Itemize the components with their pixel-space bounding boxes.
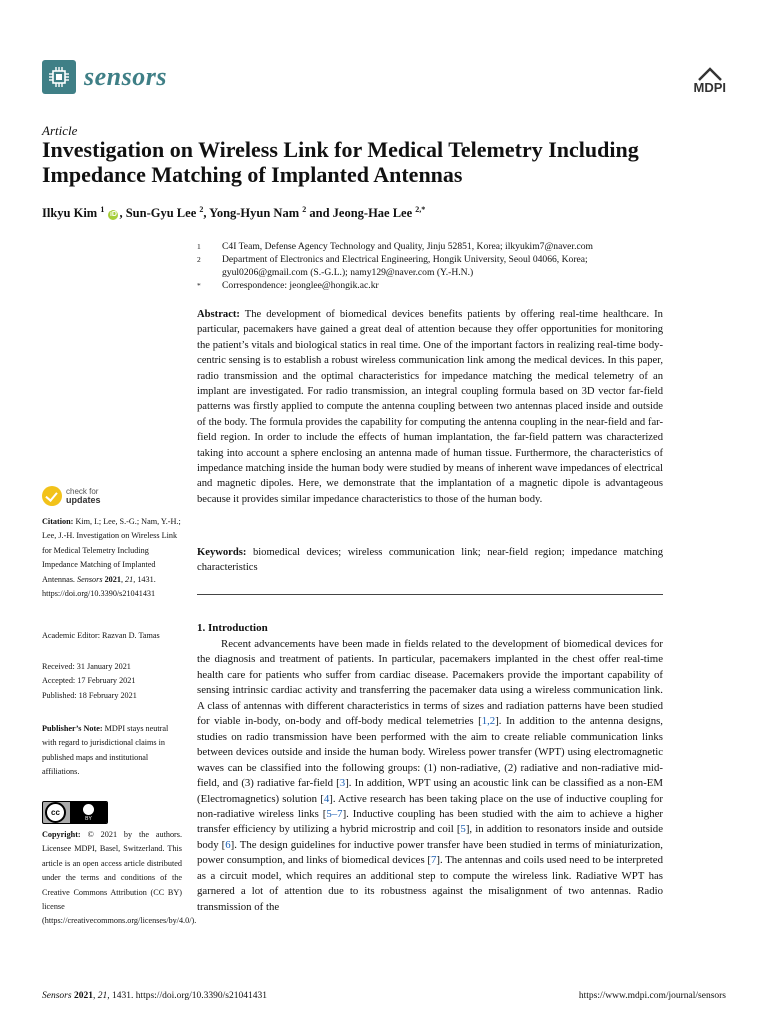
check-updates-icon (42, 486, 62, 506)
attribution-person-icon (83, 804, 94, 815)
copyright-notice: Copyright: © 2021 by the authors. Licensee MDPI, Basel, Switzerland. This article is an open access article distributed under the terms and conditions of the Creative Commons Attribution (CC BY) license (https://creativecommons.org/licenses/by/4.0/). (42, 830, 197, 926)
author-name[interactable]: Ilkyu Kim (42, 206, 98, 221)
paragraph-text: ]. The antennas and coils used need to be interpreted as a circuit model, which requires an additional step to compute the wireless link. Radiative WPT has garnered a lot of attention due to its robustness against the misalignment of two antennas. Radio transmission of the (197, 854, 663, 913)
citation-link[interactable]: 7 (430, 854, 437, 867)
received-date: Received: 31 January 2021 (42, 662, 131, 671)
author-affiliation-mark: 2 (199, 205, 204, 214)
paragraph-text: ]. Inductive coupling has been studied with the aim to achieve a higher transfer efficiency by utilizing a hybrid microstrip and coil [ (197, 807, 663, 836)
citation-link[interactable]: 6 (225, 838, 231, 851)
section-heading: 1. Introduction (197, 622, 268, 634)
abstract-text: The development of biomedical devices benefits patients by offering real-time healthcare. In particular, pacemakers have gained a great deal of attention because they offer opportunities for monitoring the patient’s vitals and biological statics in real time. One of the important factors in realizing real-time body-centric sensing is to establish a robust wireless communication link among the medical devices. In this paper, radio transmission and the optimal characteristics for impedance matching the medical telemetry of an implant are investigated. For radio transmission, an integral coupling formula based on 3D vector far-field patterns was firstly applied to compute the antenna coupling between two antennas placed inside and outside of the body. The formula provides the capability for computing the antenna coupling in the near-field and far-field region. In order to include the effects of human implantation, the far-field pattern was characterized taking into account a sphere enclosing an antenna made of human tissue. Furthermore, the characteristics of impedance matching inside the human body were studied by means of inherent wave impedances of electrical and magnetic dipoles. Here, we demonstrate that the implantation of a magnetic dipole is advantageous because it provides similar impedance characteristics to those of the human body. (197, 309, 663, 505)
author-name[interactable]: Jeong-Hae Lee (332, 206, 413, 221)
keywords-text: biomedical devices; wireless communication link; near-field region; impedance matching characteristics (197, 547, 663, 574)
sensor-chip-icon (42, 60, 76, 94)
abstract (197, 307, 663, 507)
orcid-icon[interactable]: iD (109, 211, 117, 219)
affiliation-item: 2 Department of Electronics and Electrical Engineering, Hongik University, Seoul 04066, Korea; gyul0206@gmail.com (S.-G.L.); namy129@naver.com (Y.-H.N.) (197, 254, 588, 278)
citation-block: Citation: Kim, I.; Lee, S.-G.; Nam, Y.-H.; Lee, J.-H. Investigation on Wireless Link for Medical Telemetry Including Impedance Matching of Implanted Antennas. Sensors 2021, 21, 1431. https://doi.org/10.3390/s21041431 (42, 517, 181, 599)
citation-link[interactable]: 4 (323, 792, 330, 805)
cc-icon: cc (45, 802, 66, 823)
accepted-date: Accepted: 17 February 2021 (42, 676, 136, 686)
page-footer (42, 991, 726, 1001)
author-affiliation-mark: 2 (302, 205, 307, 214)
cc-by-license-logo[interactable]: cc BY (42, 801, 108, 824)
affiliation-item: 1 C4I Team, Defense Agency Technology and Quality, Jinju 52851, Korea; ilkyukim7@naver.com (197, 241, 593, 252)
paragraph-text: ]. Active research has been taking place on the use of inductive coupling for non-radiative wireless links [ (197, 792, 663, 820)
check-for-updates-button[interactable]: check for updates (42, 486, 101, 506)
publisher-note: Publisher’s Note: MDPI stays neutral with regard to jurisdictional claims in published maps and institutional affiliations. (42, 724, 169, 777)
publisher-name: MDPI (693, 80, 726, 95)
author-affiliation-mark: 2,* (415, 205, 426, 214)
author-name[interactable]: Yong-Hyun Nam (209, 206, 300, 221)
publisher-logo[interactable] (694, 66, 727, 95)
paragraph-text: ]. The design guidelines for inductive power transfer have been studied in terms of miniaturization, power consumption, and links of biomedical devices [ (197, 838, 664, 867)
paragraph-text: ]. In addition to the antenna designs, studies on radio transmission have been performed with the aim to create reliable communication links between devices outside and inside the human body. Wireless power transfer (WPT) using electromagnetic waves can be classified into the following groups: (1) non-radiative, (2) radiative and non-radiative mid-field, and (3) radiative far-field [ (197, 715, 663, 790)
abstract-label: Abstract: (197, 309, 240, 320)
article-type: Article (42, 123, 78, 138)
journal-url-link[interactable]: https://www.mdpi.com/journal/sensors (578, 991, 726, 1001)
journal-name: sensors (84, 62, 167, 91)
keywords (197, 545, 663, 576)
citation-link[interactable]: 5 (460, 823, 466, 836)
keywords-label: Keywords: (197, 547, 247, 558)
section-divider (197, 594, 663, 595)
author-list: Ilkyu Kim $^1$ iD , Sun-Gyu Lee $^2$, Yong-Hyun Nam $^2$ and Jeong-Hae Lee $^{2,*}$ (42, 205, 426, 221)
journal-logo[interactable] (42, 60, 167, 94)
author-affiliation-mark: 1 (100, 205, 105, 214)
academic-editor: Academic Editor: Razvan D. Tamas (42, 631, 160, 640)
footer-citation: Sensors 2021, 21, 1431. https://doi.org/10.3390/s21041431 (42, 991, 267, 1001)
citation-link[interactable]: 1,2 (481, 715, 496, 728)
paragraph-text: Recent advancements have been made in fields related to the development of biomedical devices for the diagnosis and treatment of patients. In particular, pacemakers implanted in the chest offer real-time health care for patients who suffer from cardiac disease. Pacemakers provide the important capability of sensing intrinsic cardiac activity and transferring the pacemaker data using a wireless communication link. A class of antennas with different characteristics in terms of sizes and radiation patterns have been studied for viable in-body, on-body and off-body medical telemetries [ (197, 638, 663, 728)
citation-link[interactable]: 5–7 (326, 807, 343, 820)
paragraph-text: ]. In addition, WPT using an acoustic link can be classified as a non-EM (Electromagnetics) solution [ (197, 777, 664, 805)
article-title: Investigation on Wireless Link for Medical Telemetry Including Impedance Matching of Implanted Antennas (42, 137, 639, 187)
affiliation-item: * Correspondence: jeonglee@hongik.ac.kr (197, 280, 379, 291)
citation-link[interactable]: 3 (339, 777, 346, 790)
paragraph-text: ], in addition to resonators inside and outside body [ (197, 823, 663, 851)
published-date: Published: 18 February 2021 (42, 690, 137, 700)
footer-doi-link[interactable]: , 1431. https://doi.org/10.3390/s21041431 (107, 991, 267, 1001)
introduction-paragraph (197, 637, 663, 915)
publication-dates (42, 660, 182, 703)
doi-link[interactable]: , 1431. https://doi.org/10.3390/s21041431 (42, 574, 156, 599)
author-name[interactable]: Sun-Gyu Lee (125, 206, 197, 221)
affiliations (197, 240, 667, 292)
